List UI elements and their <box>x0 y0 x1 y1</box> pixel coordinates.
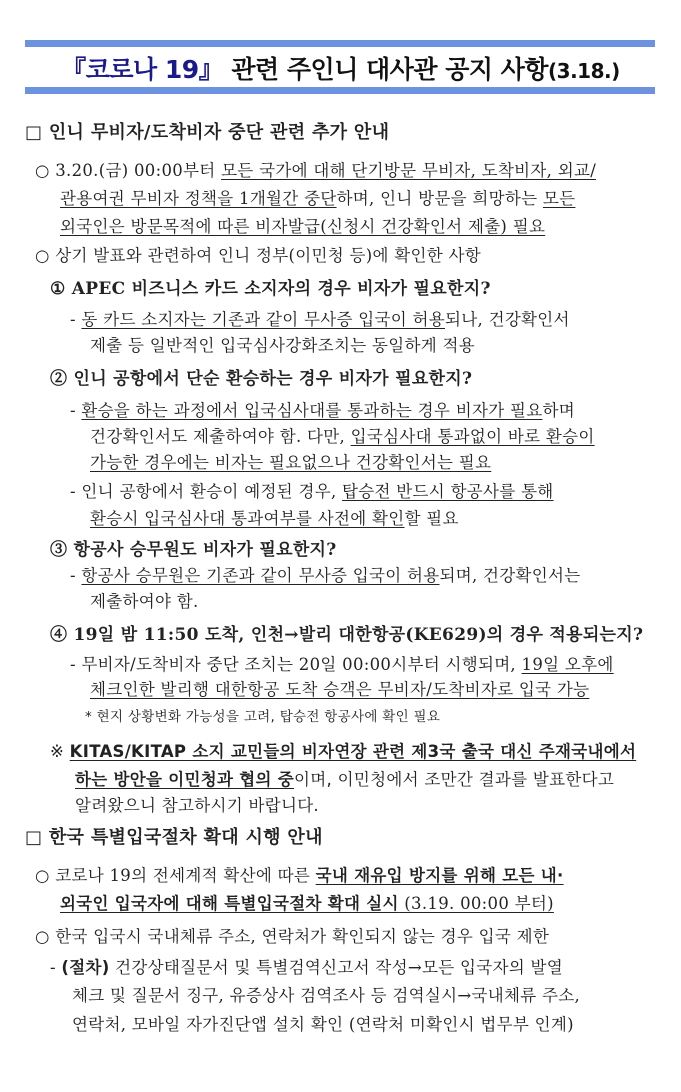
underlined-text: 19일 오후에 <box>521 655 614 674</box>
underlined-text: 하는 방안을 이민청과 협의 중 <box>75 770 295 789</box>
dash-continuation <box>90 426 595 448</box>
text-segment: ④ 19일 밤 11:50 도착, 인천→발리 대한항공(KE629)의 경우 적용되는지? <box>50 625 644 645</box>
text-segment: 할 필요 <box>404 509 459 528</box>
text-segment: 연락처, 모바일 자가진단앱 설치 확인 (연락처 미확인시 법무부 인계) <box>72 1015 574 1034</box>
underlined-text: 동 카드 소지자는 기존과 같이 무사증 입국이 허용 <box>81 310 446 329</box>
dash-item <box>70 309 570 331</box>
underlined-text: 체크인한 발리행 대한항공 도착 승객은 무비자/도착비자로 입국 가능 <box>90 680 590 699</box>
question-heading <box>50 539 337 561</box>
underlined-text: (3.19. 00:00 부터) <box>398 894 554 913</box>
text-segment: * 현지 상황변화 가능성을 고려, 탑승전 항공사에 확인 필요 <box>85 709 441 725</box>
procedure-item <box>50 957 563 979</box>
underlined-text: 모든 <box>542 189 576 208</box>
section-heading <box>25 827 323 849</box>
text-segment: - 무비자/도착비자 중단 조치는 20일 00:00시부터 시행되며, <box>70 655 522 674</box>
text-segment: ② 인니 공항에서 단순 환승하는 경우 비자가 필요한지? <box>50 369 473 389</box>
title-bottom-bar <box>25 87 655 94</box>
underlined-text: 항공사 승무원은 기존과 같이 무사증 입국이 허용 <box>81 566 440 585</box>
dash-item <box>70 400 575 422</box>
underlined-text: 관용여권 무비자 정책을 1개월간 중단 <box>60 189 337 208</box>
reference-continuation <box>75 795 319 817</box>
text-segment: ① APEC 비즈니스 카드 소지자의 경우 비자가 필요한지? <box>50 279 491 299</box>
reference-continuation <box>75 769 614 791</box>
text-segment: ※ <box>50 742 70 761</box>
underlined-text: 탑승전 반드시 항공사를 통해 <box>342 482 554 501</box>
title-highlight: 『코로나 19』 <box>61 55 224 84</box>
dash-item <box>70 565 581 587</box>
text-segment: 하며 <box>542 401 575 420</box>
footnote <box>85 706 440 728</box>
question-heading <box>50 624 643 646</box>
text-segment: - <box>70 401 82 420</box>
text-segment: 건강상태질문서 및 특별검역신고서 작성→모든 입국자의 발열 <box>109 958 563 977</box>
text-segment: 제출하여야 함. <box>90 592 199 611</box>
text-segment: ③ 항공사 승무원도 비자가 필요한지? <box>50 540 337 560</box>
procedure-continuation <box>72 985 580 1007</box>
dash-continuation <box>90 452 491 474</box>
text-segment: □ 인니 무비자/도착비자 중단 관련 추가 안내 <box>25 122 390 143</box>
question-heading <box>50 278 491 300</box>
text-segment: 이며, 이민청에서 조만간 결과를 발표한다고 <box>294 770 615 789</box>
bullet-item <box>35 926 549 948</box>
title-main: 관련 주인니 대사관 공지 사항 <box>223 55 549 84</box>
bullet-item <box>35 160 596 182</box>
text-segment: 제출 등 일반적인 입국심사강화조치는 동일하게 적용 <box>90 336 475 355</box>
text-segment: ○ 상기 발표와 관련하여 인니 정부(이민청 등)에 확인한 사항 <box>35 246 482 265</box>
bullet-continuation <box>60 893 554 915</box>
underlined-text: 외국인은 방문목적에 따른 비자발급(신청시 건강확인서 제출) 필요 <box>60 217 546 236</box>
text-segment: - 인니 공항에서 환승이 예정된 경우, <box>70 482 343 501</box>
title-top-bar <box>25 40 655 47</box>
underlined-text: 국내 재유입 방지를 위해 모든 내· <box>315 866 564 885</box>
dash-continuation <box>90 335 475 357</box>
text-segment: 체크 및 질문서 징구, 유증상사 검역조사 등 검역실시→국내체류 주소, <box>72 986 581 1005</box>
text-segment: ○ 코로나 19의 전세계적 확산에 따른 <box>35 866 316 885</box>
text-segment: (절차) <box>61 958 110 977</box>
reference-note <box>50 741 636 763</box>
text-segment: - <box>70 566 82 585</box>
dash-item <box>70 481 554 503</box>
text-segment: 하며, 인니 방문을 희망하는 <box>336 189 543 208</box>
page-title <box>0 50 681 86</box>
title-date: (3.18.) <box>548 59 620 83</box>
underlined-text: 환승을 하는 과정에서 입국심사대를 통과하는 경우 비자가 필요 <box>81 401 543 420</box>
text-segment: - <box>70 310 82 329</box>
text-segment: - <box>50 958 62 977</box>
text-segment: □ 한국 특별입국절차 확대 시행 안내 <box>25 827 323 848</box>
text-segment: 건강확인서도 제출하여야 함. 다만, <box>90 427 351 446</box>
underlined-text: 외국인 입국자에 대해 특별입국절차 확대 실시 <box>60 894 399 913</box>
underlined-text: KITAS/KITAP 소지 교민들의 비자연장 관련 제3국 출국 대신 주재국내에서 <box>69 742 637 761</box>
bullet-item <box>35 245 481 267</box>
underlined-text: 입국심사대 통과없이 바로 환승이 <box>350 427 595 446</box>
section-heading <box>25 122 389 144</box>
text-segment: 되며, 건강확인서는 <box>439 566 581 585</box>
underlined-text: 가능한 경우에는 비자는 필요없으나 건강확인서는 필요 <box>90 453 492 472</box>
text-segment: 되나, 건강확인서 <box>445 310 570 329</box>
text-segment: ○ 한국 입국시 국내체류 주소, 연락처가 확인되지 않는 경우 입국 제한 <box>35 927 550 946</box>
dash-item <box>70 654 614 676</box>
underlined-text: 모든 국가에 대해 단기방문 무비자, 도착비자, 외교/ <box>221 161 597 180</box>
dash-continuation <box>90 508 459 530</box>
text-segment: ○ 3.20.(금) 00:00부터 <box>35 161 222 180</box>
bullet-item <box>35 865 564 887</box>
dash-continuation <box>90 679 589 701</box>
procedure-continuation <box>72 1014 574 1036</box>
underlined-text: 환승시 입국심사대 통과여부를 사전에 확인 <box>90 509 405 528</box>
bullet-continuation <box>60 216 545 238</box>
bullet-continuation <box>60 188 575 210</box>
question-heading <box>50 368 472 390</box>
dash-continuation <box>90 591 199 613</box>
text-segment: 알려왔으니 참고하시기 바랍니다. <box>75 796 319 815</box>
